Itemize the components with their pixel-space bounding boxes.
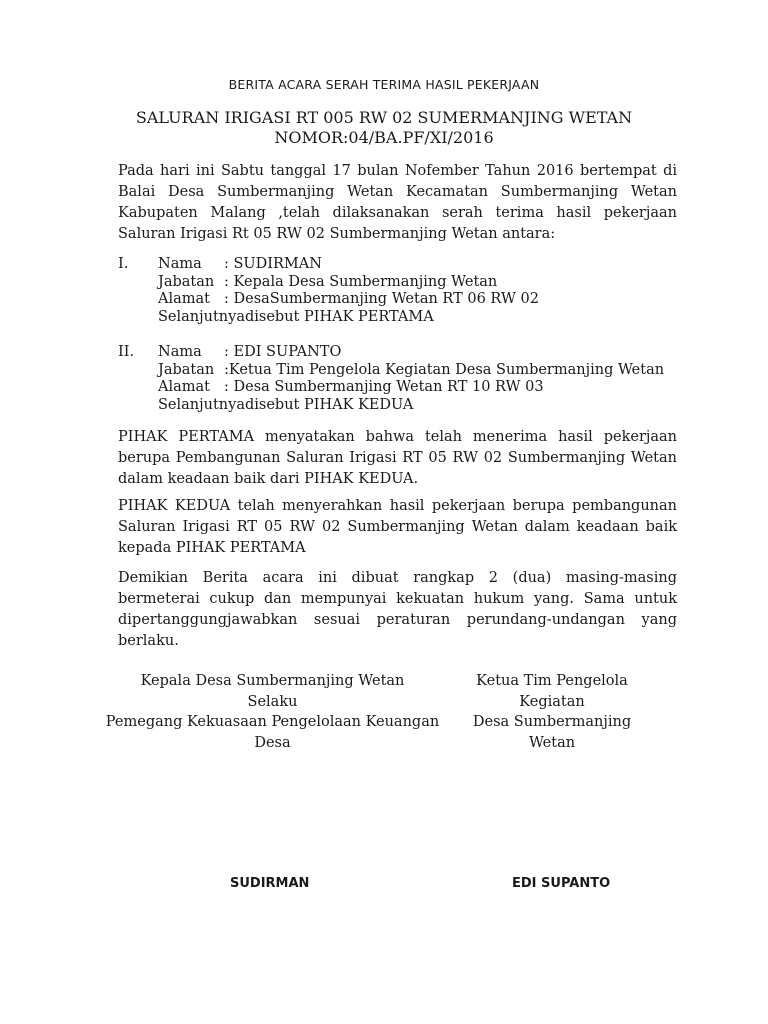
signature-title-line: Desa Sumbermanjing (472, 714, 632, 730)
signature-title-line: Kegiatan (519, 693, 585, 710)
party-position-row (158, 274, 539, 292)
signature-title-line: Selaku (247, 693, 298, 710)
party-designation: Selanjutnyadisebut PIHAK KEDUA (158, 396, 414, 413)
party-name-row (158, 256, 539, 274)
signature-block-left (100, 671, 445, 753)
party-address-row (158, 291, 539, 309)
party-address-row (158, 379, 664, 397)
field-value: : Kepala Desa Sumbermanjing Wetan (224, 273, 498, 290)
signature-title-line: Ketua Tim Pengelola (476, 673, 628, 689)
statement-first-party: PIHAK PERTAMA menyatakan bahwa telah menerima hasil pekerjaan berupa Pembangunan Saluran Irigasi RT 05 RW 02 Sumbermanjing Wetan dalam keadaan baik dari PIHAK KEDUA. (118, 429, 677, 487)
field-value: : SUDIRMAN (224, 256, 322, 272)
field-value: : EDI SUPANTO (224, 344, 342, 360)
statement-second-party: PIHAK KEDUA telah menyerahkan hasil pekerjaan berupa pembangunan Saluran Irigasi RT 05 RW 02 Sumbermanjing Wetan dalam keadaan baik kepada PIHAK PERTAMA (118, 498, 677, 556)
signature-title-line: Wetan (528, 734, 576, 751)
party-name-row (158, 344, 664, 362)
field-label: Nama (158, 344, 202, 360)
party-numeral: I. (118, 256, 129, 272)
field-value: : Desa Sumbermanjing Wetan RT 10 RW 03 (224, 379, 544, 395)
signature-title-line: Pemegang Kekuasaan Pengelolaan Keuangan (105, 714, 440, 730)
intro-paragraph: Pada hari ini Sabtu tanggal 17 bulan Nofember Tahun 2016 bertempat di Balai Desa Sumbermanjing Wetan Kecamatan Sumbermanjing Wetan Kabupaten Malang ,telah dilaksanakan serah terima hasil pekerjaan Saluran Irigasi Rt 05 RW 02 Sumbermanjing Wetan antara: (118, 163, 677, 242)
field-label: Jabatan (158, 273, 215, 290)
signer-name-right: EDI SUPANTO (512, 876, 611, 891)
field-value: : DesaSumbermanjing Wetan RT 06 RW 02 (224, 291, 539, 307)
party-designation: Selanjutnyadisebut PIHAK PERTAMA (158, 308, 434, 325)
signature-title-line: Kepala Desa Sumbermanjing Wetan (140, 673, 405, 689)
document-title: SALURAN IRIGASI RT 005 RW 02 SUMERMANJING WETAN (135, 108, 633, 127)
party-position-row (158, 362, 664, 380)
field-value: :Ketua Tim Pengelola Kegiatan Desa Sumbermanjing Wetan (224, 361, 665, 378)
field-label: Nama (158, 256, 202, 272)
party-numeral: II. (118, 344, 135, 360)
field-label: Alamat (158, 291, 210, 307)
field-label: Jabatan (158, 361, 215, 378)
signer-name-left: SUDIRMAN (230, 876, 310, 891)
signature-block-right (472, 671, 632, 753)
signature-title-line: Desa (254, 734, 291, 751)
closing-paragraph: Demikian Berita acara ini dibuat rangkap 2 (dua) masing-masing bermeterai cukup dan mempunyai kekuatan hukum yang. Sama untuk dipertanggungjawabkan sesuai peraturan perundang-undangan yang berlaku. (118, 570, 677, 649)
document-number: NOMOR:04/BA.PF/XI/2016 (274, 128, 494, 147)
document-type-heading: BERITA ACARA SERAH TERIMA HASIL PEKERJAAN (228, 77, 540, 92)
field-label: Alamat (158, 379, 210, 395)
